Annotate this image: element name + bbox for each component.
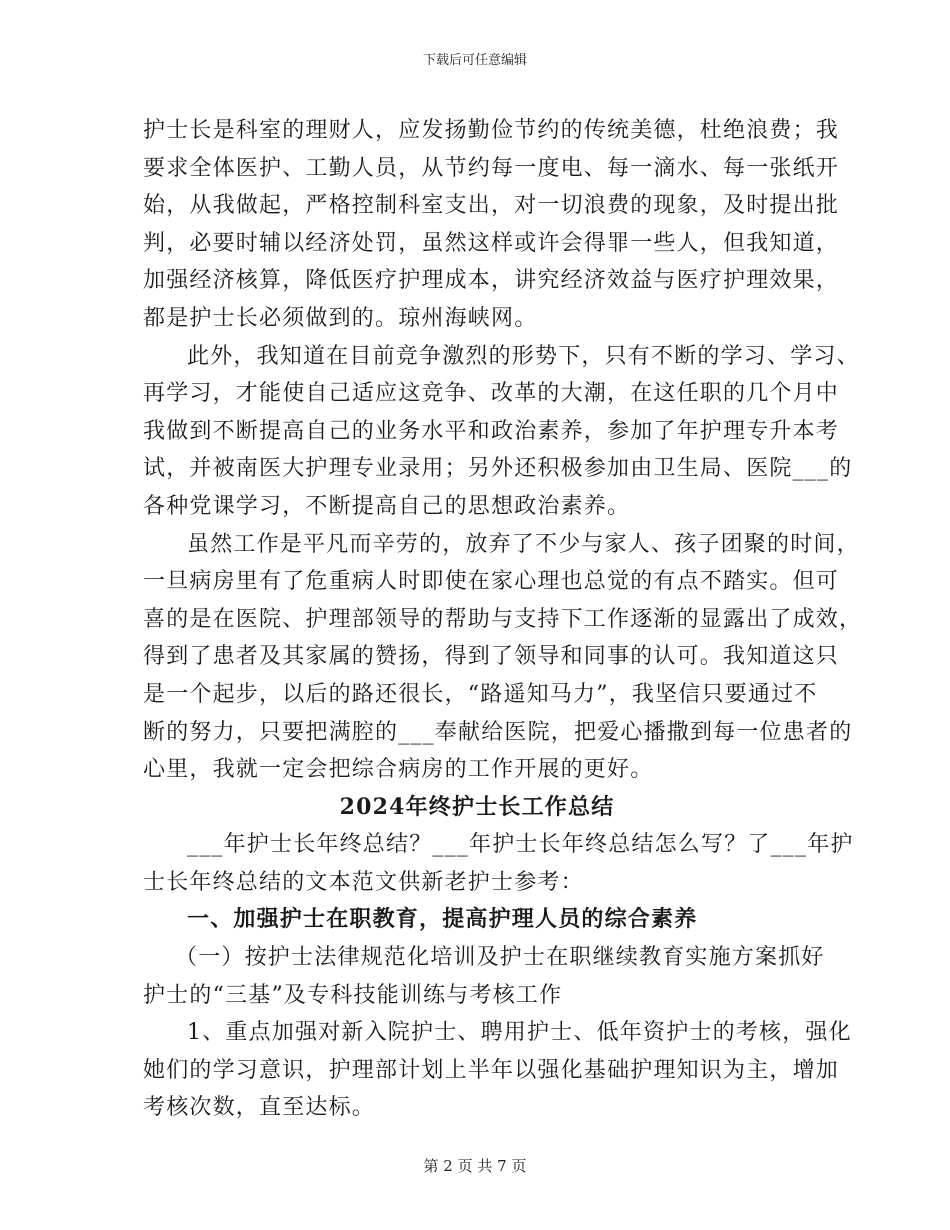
paragraph-line: 得到了患者及其家属的赞扬，得到了领导和同事的认可。我知道这只: [143, 644, 840, 670]
paragraph-line: 是一个起步，以后的路还很长，“路遥知马力”，我坚信只要通过不: [143, 681, 818, 707]
paragraph-line: 再学习，才能使自己适应这竞争、改革的大潮，在这任职的几个月中: [143, 381, 840, 407]
paragraph-line: 护士的“三基”及专科技能训练与考核工作: [143, 982, 563, 1008]
paragraph-line: 我做到不断提高自己的业务水平和政治素养，参加了年护理专升本考: [143, 418, 840, 444]
section-title: 2024年终护士长工作总结: [339, 793, 615, 820]
page-footer: 第 2 页 共 7 页: [423, 1157, 527, 1175]
paragraph-line: 她们的学习意识，护理部计划上半年以强化基础护理知识为主，增加: [143, 1057, 840, 1083]
paragraph-line: 始，从我做起，严格控制科室支出，对一切浪费的现象，及时提出批: [143, 193, 840, 219]
paragraph-line: 虽然工作是平凡而辛劳的，放弃了不少与家人、孩子团聚的时间，: [187, 531, 860, 557]
subsection-heading: （一）按护士法律规范化培训及护士在职继续教育实施方案抓好: [175, 945, 825, 971]
paragraph-line: 此外，我知道在目前竞争激烈的形势下，只有不断的学习、学习、: [187, 343, 860, 369]
paragraph-line: 心里，我就一定会把综合病房的工作开展的更好。: [143, 757, 654, 783]
paragraph-line: 加强经济核算，降低医疗护理成本，讲究经济效益与医疗护理效果，: [143, 268, 840, 294]
paragraph-line: 判，必要时辅以经济处罚，虽然这样或许会得罪一些人，但我知道，: [143, 230, 840, 256]
paragraph-line: 试，并被南医大护理专业录用；另外还积极参加由卫生局、医院___的: [143, 456, 853, 482]
paragraph-line: 各种党课学习，不断提高自己的思想政治素养。: [143, 493, 631, 519]
paragraph-line: 都是护士长必须做到的。琼州海峡网。: [143, 305, 538, 331]
page-header: 下载后可任意编辑: [422, 53, 527, 68]
paragraph-line: 士长年终总结的文本范文供新老护士参考：: [143, 869, 584, 895]
paragraph-line: 考核次数，直至达标。: [143, 1095, 376, 1121]
paragraph-line: 要求全体医护、工勤人员，从节约每一度电、每一滴水、每一张纸开: [143, 155, 840, 181]
paragraph-line: 一旦病房里有了危重病人时即使在家心理也总觉的有点不踏实。但可: [143, 569, 840, 595]
section-heading: 一、加强护士在职教育，提高护理人员的综合素养: [187, 906, 698, 933]
paragraph-line: 断的努力，只要把满腔的___奉献给医院，把爱心播撒到每一位患者的: [143, 719, 853, 745]
paragraph-line: 喜的是在医院、护理部领导的帮助与支持下工作逐渐的显露出了成效，: [143, 606, 863, 632]
paragraph-line: 1、重点加强对新入院护士、聘用护士、低年资护士的考核，强化: [187, 1020, 852, 1046]
paragraph-line: ___年护士长年终总结？___年护士长年终总结怎么写？了___年护: [187, 832, 854, 858]
paragraph-line: 护士长是科室的理财人，应发扬勤俭节约的传统美德，杜绝浪费；我: [143, 118, 840, 143]
document-body: [143, 112, 863, 1127]
